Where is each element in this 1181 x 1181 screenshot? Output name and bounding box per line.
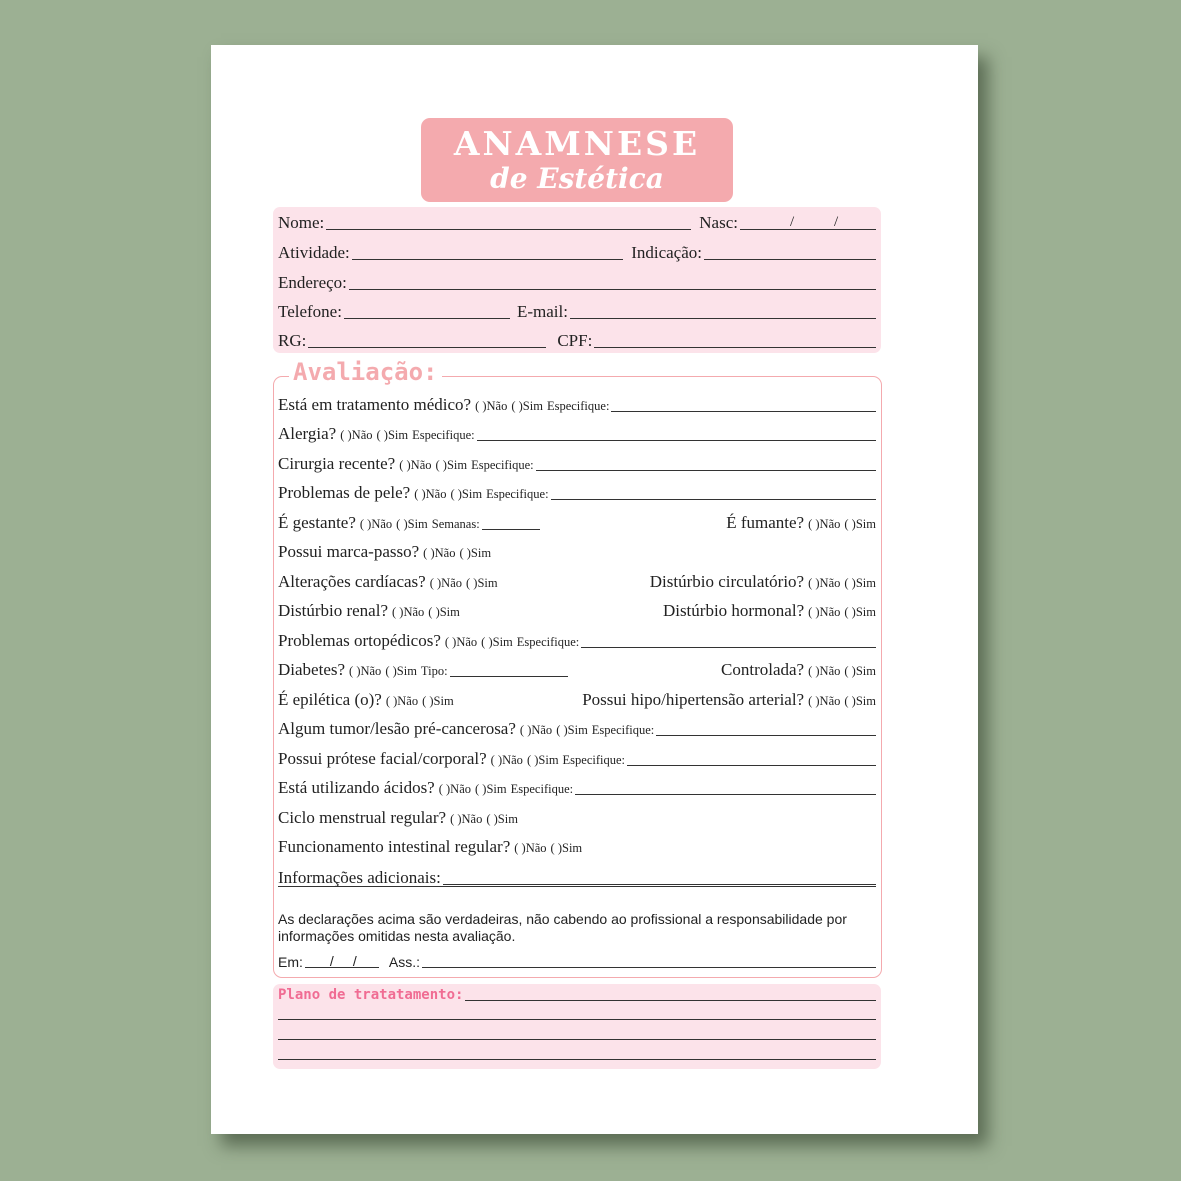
question-label: Cirurgia recente? — [278, 454, 396, 473]
cpf-field[interactable] — [594, 347, 876, 348]
cpf-label: CPF: — [557, 331, 593, 350]
question-label: Alergia? — [278, 424, 337, 443]
date-label: Em: — [278, 954, 303, 970]
question-label: Funcionamento intestinal regular? — [278, 837, 511, 856]
no-option[interactable]: ( )Não — [385, 694, 419, 708]
yes-option[interactable]: ( )Sim — [428, 605, 460, 619]
no-option[interactable]: ( )Não — [808, 576, 841, 590]
name-label: Nome: — [278, 213, 325, 232]
weeks-label: Semanas: — [431, 517, 480, 531]
question-row — [278, 749, 876, 769]
weeks-field[interactable] — [482, 529, 540, 530]
yes-option[interactable]: ( )Sim — [844, 576, 876, 590]
question-row — [278, 454, 876, 474]
date-field[interactable]: / / — [305, 967, 379, 968]
address-label: Endereço: — [278, 273, 347, 292]
email-label: E-mail: — [516, 302, 568, 321]
question-label: É epilética (o)? — [278, 690, 382, 709]
signature-row — [278, 954, 876, 971]
specify-label: Especifique: — [471, 458, 534, 472]
yes-option[interactable]: ( )Sim — [486, 812, 518, 826]
declaration-text: As declarações acima são verdadeiras, não cabendo ao profissional a responsabilidade por informações omitidas nesta avaliação. — [278, 911, 847, 944]
yes-option[interactable]: ( )Sim — [466, 576, 498, 590]
form-title: ANAMNESE — [453, 124, 701, 163]
yes-option[interactable]: ( )Sim — [385, 664, 417, 678]
specify-label: Especifique: — [591, 723, 655, 737]
no-option[interactable]: ( )Não — [392, 605, 425, 619]
question-row — [278, 660, 876, 680]
yes-option[interactable]: ( )Sim — [844, 694, 876, 708]
question-label: Problemas ortopédicos? — [278, 631, 441, 650]
yes-option[interactable]: ( )Sim — [422, 694, 454, 708]
yes-option[interactable]: ( )Sim — [459, 546, 492, 560]
yes-option[interactable]: ( )Sim — [481, 635, 513, 649]
no-option[interactable]: ( )Não — [414, 487, 447, 501]
treatment-plan-row — [278, 987, 876, 1004]
additional-info-label: Informações adicionais: — [278, 868, 441, 887]
address-row — [278, 273, 876, 293]
rg-label: RG: — [278, 331, 307, 350]
yes-option[interactable]: ( )Sim — [550, 841, 583, 855]
no-option[interactable]: ( )Não — [808, 694, 841, 708]
question-row — [278, 513, 876, 533]
treatment-plan-line[interactable] — [278, 1059, 876, 1060]
yes-option[interactable]: ( )Sim — [844, 605, 876, 619]
yes-option[interactable]: ( )Sim — [475, 782, 507, 796]
title-banner — [421, 118, 733, 202]
specify-label: Especifique: — [486, 487, 549, 501]
activity-row — [278, 243, 876, 263]
yes-option[interactable]: ( )Sim — [511, 399, 543, 413]
no-option[interactable]: ( )Não — [340, 428, 373, 442]
no-option[interactable]: ( )Não — [808, 664, 841, 678]
question-label: Está em tratamento médico? — [278, 395, 472, 414]
question-label: É fumante? — [726, 513, 805, 532]
no-option[interactable]: ( )Não — [359, 517, 393, 531]
specify-field[interactable] — [581, 647, 876, 648]
additional-info-row — [278, 868, 876, 888]
no-option[interactable]: ( )Não — [519, 723, 553, 737]
question-row — [278, 542, 876, 562]
referral-field[interactable] — [704, 259, 876, 260]
treatment-plan-line[interactable] — [278, 1019, 876, 1020]
name-row — [278, 213, 876, 233]
activity-label: Atividade: — [278, 243, 350, 262]
signature-label: Ass.: — [388, 954, 421, 970]
no-option[interactable]: ( )Não — [514, 841, 547, 855]
question-label: Problemas de pele? — [278, 483, 411, 502]
phone-row — [278, 302, 876, 322]
evaluation-title: Avaliação: — [289, 358, 442, 386]
no-option[interactable]: ( )Não — [438, 782, 472, 796]
question-row — [278, 395, 876, 415]
yes-option[interactable]: ( )Sim — [376, 428, 409, 442]
question-row — [278, 631, 876, 651]
no-option[interactable]: ( )Não — [399, 458, 432, 472]
specify-label: Especifique: — [516, 635, 580, 649]
specify-field[interactable] — [477, 440, 876, 441]
question-label: Ciclo menstrual regular? — [278, 808, 447, 827]
question-label: Alterações cardíacas? — [278, 572, 426, 591]
no-option[interactable]: ( )Não — [423, 546, 456, 560]
specify-label: Especifique: — [412, 428, 475, 442]
no-option[interactable]: ( )Não — [429, 576, 462, 590]
question-label: Diabetes? — [278, 660, 346, 679]
no-option[interactable]: ( )Não — [450, 812, 483, 826]
question-label: Possui prótese facial/corporal? — [278, 749, 487, 768]
treatment-plan-field[interactable] — [465, 1000, 876, 1001]
specify-field[interactable] — [611, 411, 876, 412]
phone-label: Telefone: — [278, 302, 342, 321]
birth-field[interactable]: / / — [740, 229, 876, 230]
question-row — [278, 808, 876, 828]
specify-label: Especifique: — [510, 782, 574, 796]
type-field[interactable] — [450, 676, 568, 677]
yes-option[interactable]: ( )Sim — [844, 517, 876, 531]
no-option[interactable]: ( )Não — [490, 753, 523, 767]
question-label: Distúrbio renal? — [278, 601, 388, 620]
birth-label: Nasc: — [699, 213, 738, 232]
question-row — [278, 778, 876, 798]
yes-option[interactable]: ( )Sim — [396, 517, 428, 531]
rg-field[interactable] — [308, 347, 546, 348]
signature-field[interactable] — [422, 967, 876, 968]
question-label: Distúrbio hormonal? — [662, 601, 805, 620]
form-subtitle: de Estética — [490, 162, 664, 195]
specify-label: Especifique: — [546, 399, 610, 413]
no-option[interactable]: ( )Não — [475, 399, 508, 413]
question-row — [278, 601, 876, 621]
question-row — [278, 837, 876, 857]
form-page — [211, 45, 978, 1134]
specify-label: Especifique: — [562, 753, 626, 767]
yes-option[interactable]: ( )Sim — [844, 664, 876, 678]
question-row — [278, 719, 876, 739]
name-field[interactable] — [326, 229, 691, 230]
id-row — [278, 331, 876, 351]
question-row — [278, 483, 876, 503]
question-label: Possui hipo/hipertensão arterial? — [582, 690, 805, 709]
no-option[interactable]: ( )Não — [808, 517, 841, 531]
question-label: É gestante? — [278, 513, 356, 532]
no-option[interactable]: ( )Não — [349, 664, 382, 678]
question-label: Está utilizando ácidos? — [278, 778, 435, 797]
referral-label: Indicação: — [631, 243, 702, 262]
specify-field[interactable] — [656, 735, 876, 736]
question-label: Algum tumor/lesão pré-cancerosa? — [278, 719, 516, 738]
specify-field[interactable] — [536, 470, 876, 471]
specify-field[interactable] — [627, 765, 876, 766]
question-label: Possui marca-passo? — [278, 542, 420, 561]
specify-field[interactable] — [575, 794, 876, 795]
additional-info-line[interactable] — [278, 886, 876, 887]
yes-option[interactable]: ( )Sim — [556, 723, 588, 737]
no-option[interactable]: ( )Não — [444, 635, 478, 649]
question-row — [278, 690, 876, 710]
no-option[interactable]: ( )Não — [808, 605, 841, 619]
yes-option[interactable]: ( )Sim — [526, 753, 559, 767]
activity-field[interactable] — [352, 259, 623, 260]
specify-field[interactable] — [551, 499, 876, 500]
question-row — [278, 424, 876, 444]
question-row — [278, 572, 876, 592]
question-label: Controlada? — [721, 660, 805, 679]
treatment-plan-title: Plano de tratatamento: — [278, 987, 464, 1003]
treatment-plan-line[interactable] — [278, 1039, 876, 1040]
yes-option[interactable]: ( )Sim — [450, 487, 483, 501]
question-label: Distúrbio circulatório? — [649, 572, 805, 591]
phone-field[interactable] — [344, 318, 510, 319]
email-field[interactable] — [570, 318, 876, 319]
type-label: Tipo: — [420, 664, 448, 678]
address-field[interactable] — [349, 289, 876, 290]
yes-option[interactable]: ( )Sim — [435, 458, 468, 472]
additional-info-field[interactable] — [443, 884, 876, 885]
